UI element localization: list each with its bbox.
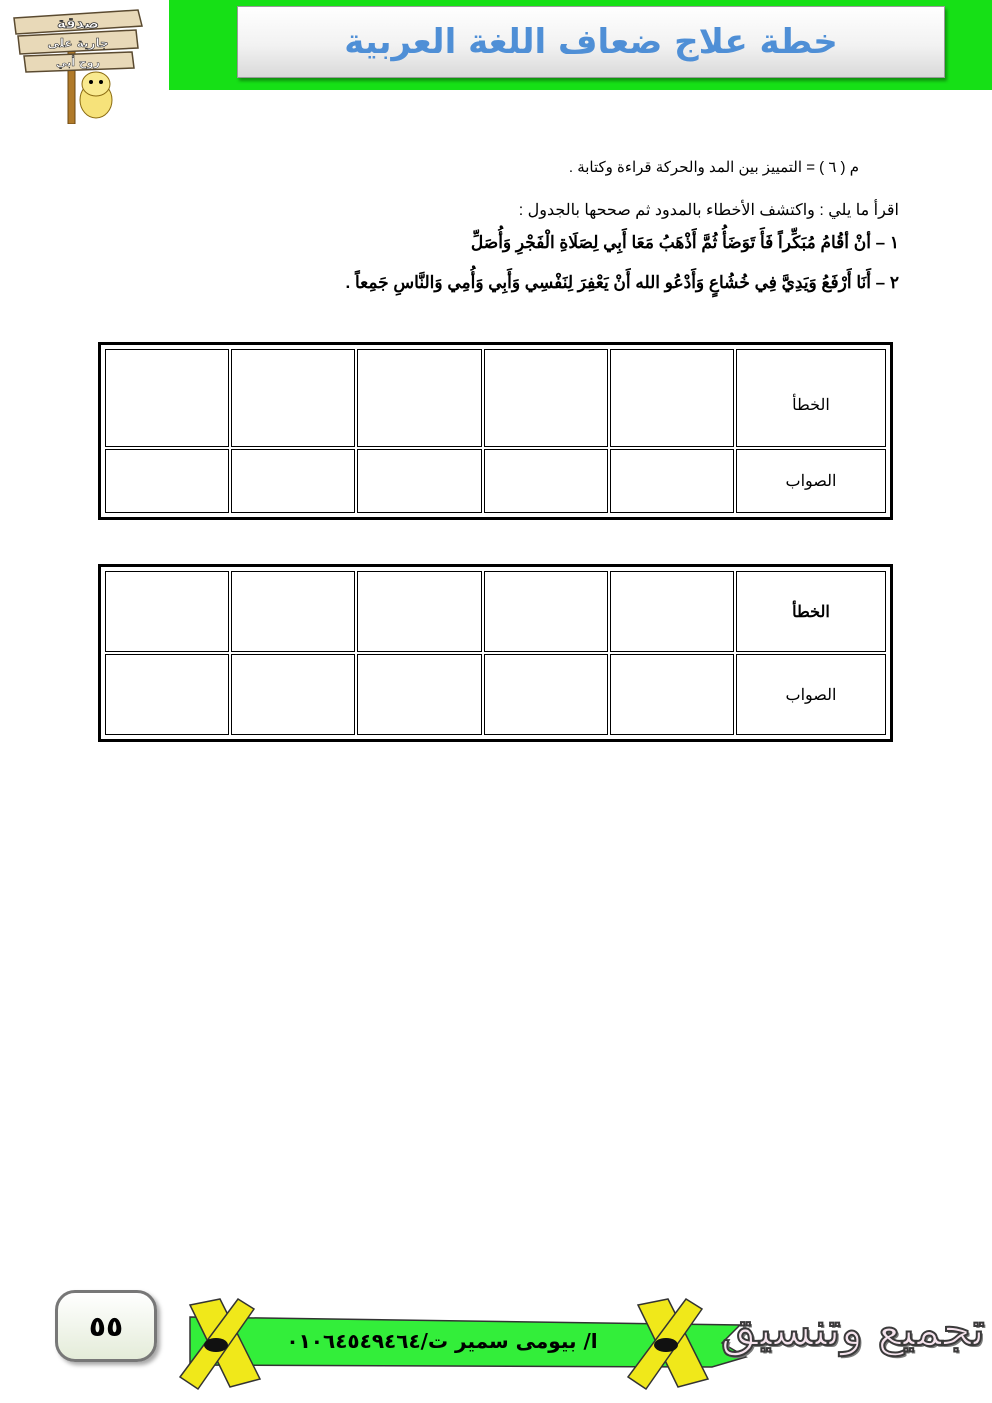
row-label-correct: الصواب: [736, 654, 886, 735]
answer-cell[interactable]: [105, 449, 229, 513]
sign-line-1: صدقة: [56, 14, 100, 32]
table-row: [105, 449, 886, 513]
answer-cell[interactable]: [610, 449, 734, 513]
row-label-error: الخطأ: [736, 349, 886, 447]
author-credit: ا/ بيومى سمير ت/٠١٠٦٤٥٤٩٤٦٤: [286, 1329, 598, 1353]
answer-cell[interactable]: [484, 571, 608, 652]
answer-cell[interactable]: [231, 449, 355, 513]
answer-cell[interactable]: [105, 571, 229, 652]
row-label-correct: الصواب: [736, 449, 886, 513]
page-title: خطة علاج ضعاف اللغة العربية: [344, 22, 838, 62]
sentence-2: ٢ – أَنَا أَرْفَعُ وَيَدِيَّ فِي خُشُاعٍ وَأَدْعُو الله أَنْ يَعْفِرَ لِنَفْسِي وَأَبِي وَأُمِي وَالنَّاسِ جَمِعاً .: [345, 273, 899, 292]
table-row: [105, 571, 886, 652]
answer-cell[interactable]: [357, 449, 481, 513]
answer-cell[interactable]: [610, 654, 734, 735]
compiled-by-label: تجميع وتنسيق: [720, 1302, 985, 1356]
answer-cell[interactable]: [484, 349, 608, 447]
sign-line-3: روح أبي: [56, 56, 100, 69]
answer-cell[interactable]: [484, 449, 608, 513]
row-label-error: الخطأ: [736, 571, 886, 652]
answer-cell[interactable]: [231, 654, 355, 735]
sign-line-2: جارية على: [47, 36, 109, 50]
answer-cell[interactable]: [105, 349, 229, 447]
title-box: [237, 6, 945, 78]
answer-cell[interactable]: [357, 349, 481, 447]
table-row: [105, 349, 886, 447]
answer-cell[interactable]: [484, 654, 608, 735]
answer-cell[interactable]: [610, 571, 734, 652]
charity-sign-logo: [8, 4, 148, 124]
table-row: [105, 654, 886, 735]
page-number: ٥٥: [55, 1290, 157, 1362]
sentence-1: ١ – أنْ أقُامُ مُبَكِّراً فَأَ تَوَضَأُ ثُمَّ أَذْهَبُ مَعَا أَبِي لِصَلَاةِ الْفَجْرِ وَأُصَلِّ: [470, 233, 899, 252]
answer-cell[interactable]: [610, 349, 734, 447]
answer-cell[interactable]: [231, 349, 355, 447]
correction-table-1: [98, 342, 893, 520]
objective-line: م ( ٦ ) = التمييز بين المد والحركة قراءة وكتابة .: [568, 159, 859, 176]
answer-cell[interactable]: [357, 571, 481, 652]
instruction-line: اقرأ ما يلي : واكتشف الأخطاء بالمدود ثم صححها بالجدول :: [518, 202, 899, 219]
answer-cell[interactable]: [105, 654, 229, 735]
correction-table-2: [98, 564, 893, 742]
answer-cell[interactable]: [231, 571, 355, 652]
answer-cell[interactable]: [357, 654, 481, 735]
